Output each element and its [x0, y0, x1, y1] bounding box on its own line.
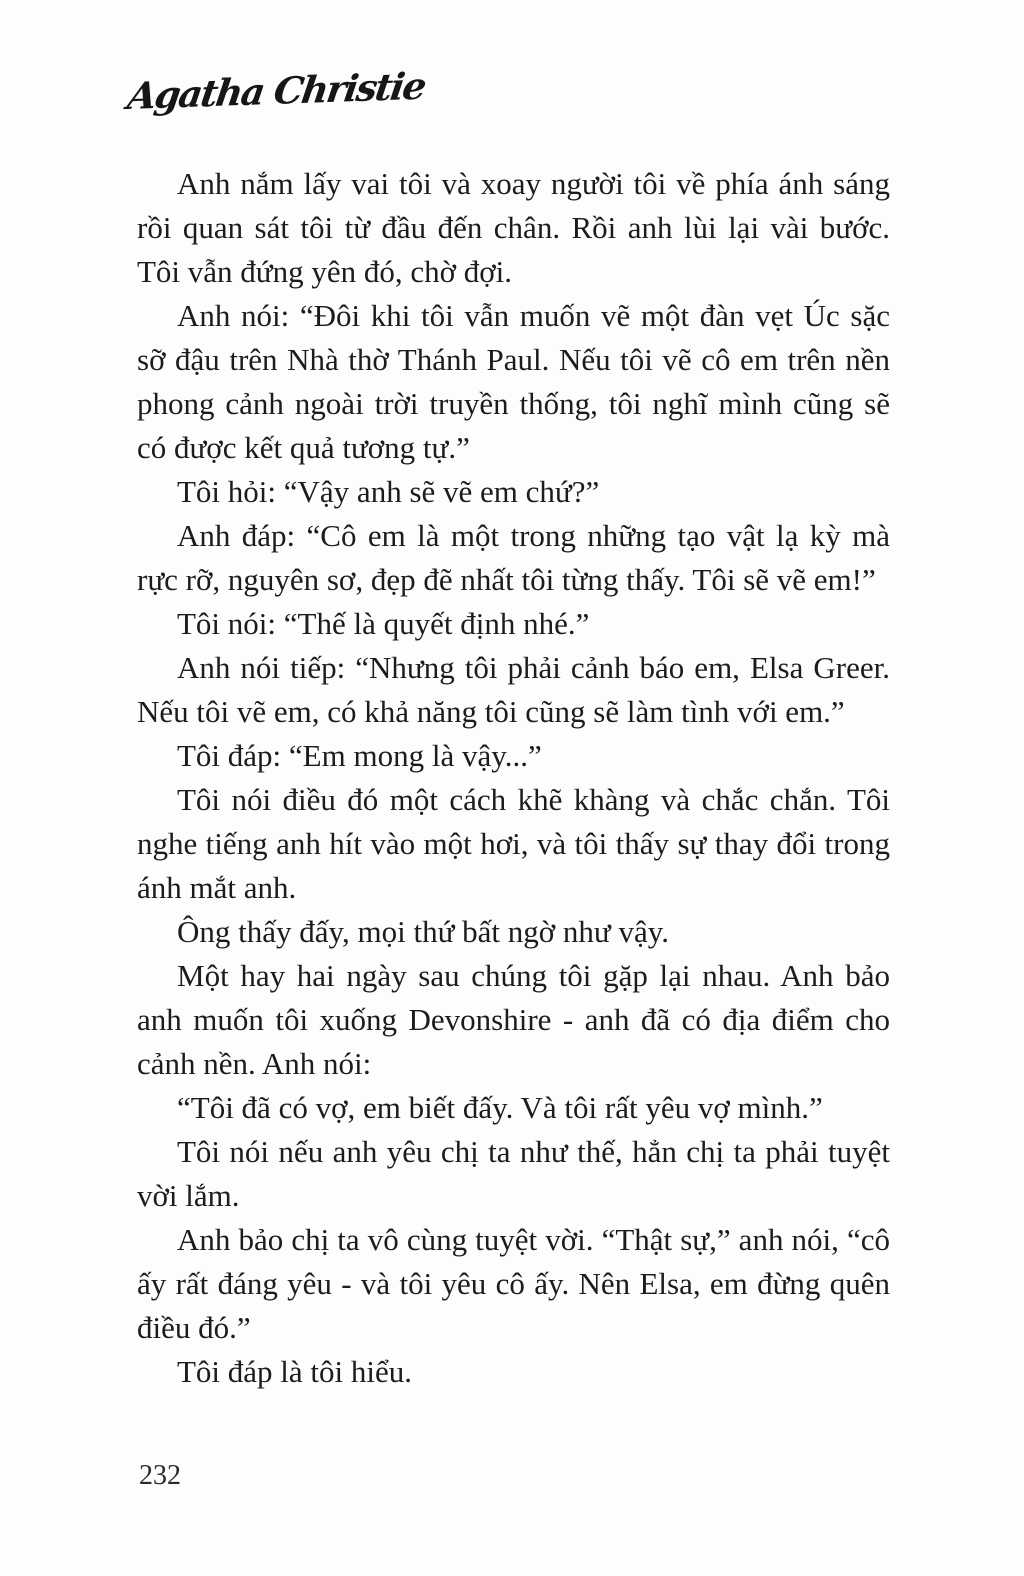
- paragraph: Anh nói: “Đôi khi tôi vẫn muốn vẽ một đàn vẹt Úc sặc sỡ đậu trên Nhà thờ Thánh Paul. Nếu tôi vẽ cô em trên nền phong cảnh ngoài trời truyền thống, tôi nghĩ mình cũng sẽ có được kết quả tương tự.”: [137, 298, 890, 465]
- paragraph: Anh nắm lấy vai tôi và xoay người tôi về phía ánh sáng rồi quan sát tôi từ đầu đến chân. Rồi anh lùi lại vài bước. Tôi vẫn đứng yên đó, chờ đợi.: [137, 166, 890, 289]
- paragraph: Anh nói tiếp: “Nhưng tôi phải cảnh báo em, Elsa Greer. Nếu tôi vẽ em, có khả năng tôi cũng sẽ làm tình với em.”: [137, 650, 890, 729]
- paragraph: Tôi đáp: “Em mong là vậy...”: [177, 738, 542, 773]
- paragraph: “Tôi đã có vợ, em biết đấy. Và tôi rất yêu vợ mình.”: [177, 1090, 823, 1125]
- paragraph: Anh bảo chị ta vô cùng tuyệt vời. “Thật sự,” anh nói, “cô ấy rất đáng yêu - và tôi yêu cô ấy. Nên Elsa, em đừng quên điều đó.”: [137, 1222, 890, 1345]
- paragraph: Tôi đáp là tôi hiểu.: [177, 1354, 413, 1389]
- paragraph: Tôi nói: “Thế là quyết định nhé.”: [177, 606, 590, 641]
- paragraph: Anh đáp: “Cô em là một trong những tạo vật lạ kỳ mà rực rỡ, nguyên sơ, đẹp đẽ nhất tôi từng thấy. Tôi sẽ vẽ em!”: [137, 518, 890, 597]
- page-number: 232: [139, 1460, 181, 1491]
- paragraph: Tôi nói nếu anh yêu chị ta như thế, hẳn chị ta phải tuyệt vời lắm.: [137, 1134, 890, 1213]
- paragraph: Tôi hỏi: “Vậy anh sẽ vẽ em chứ?”: [177, 474, 600, 509]
- paragraph: Ông thấy đấy, mọi thứ bất ngờ như vậy.: [177, 914, 669, 949]
- paragraph: Một hay hai ngày sau chúng tôi gặp lại nhau. Anh bảo anh muốn tôi xuống Devonshire - anh đã có địa điểm cho cảnh nền. Anh nói:: [137, 958, 890, 1081]
- paragraph: Tôi nói điều đó một cách khẽ khàng và chắc chắn. Tôi nghe tiếng anh hít vào một hơi, và tôi thấy sự thay đổi trong ánh mắt anh.: [137, 782, 890, 905]
- body-text: [137, 162, 890, 1394]
- author-signature-logo: Agatha Christie: [124, 63, 428, 118]
